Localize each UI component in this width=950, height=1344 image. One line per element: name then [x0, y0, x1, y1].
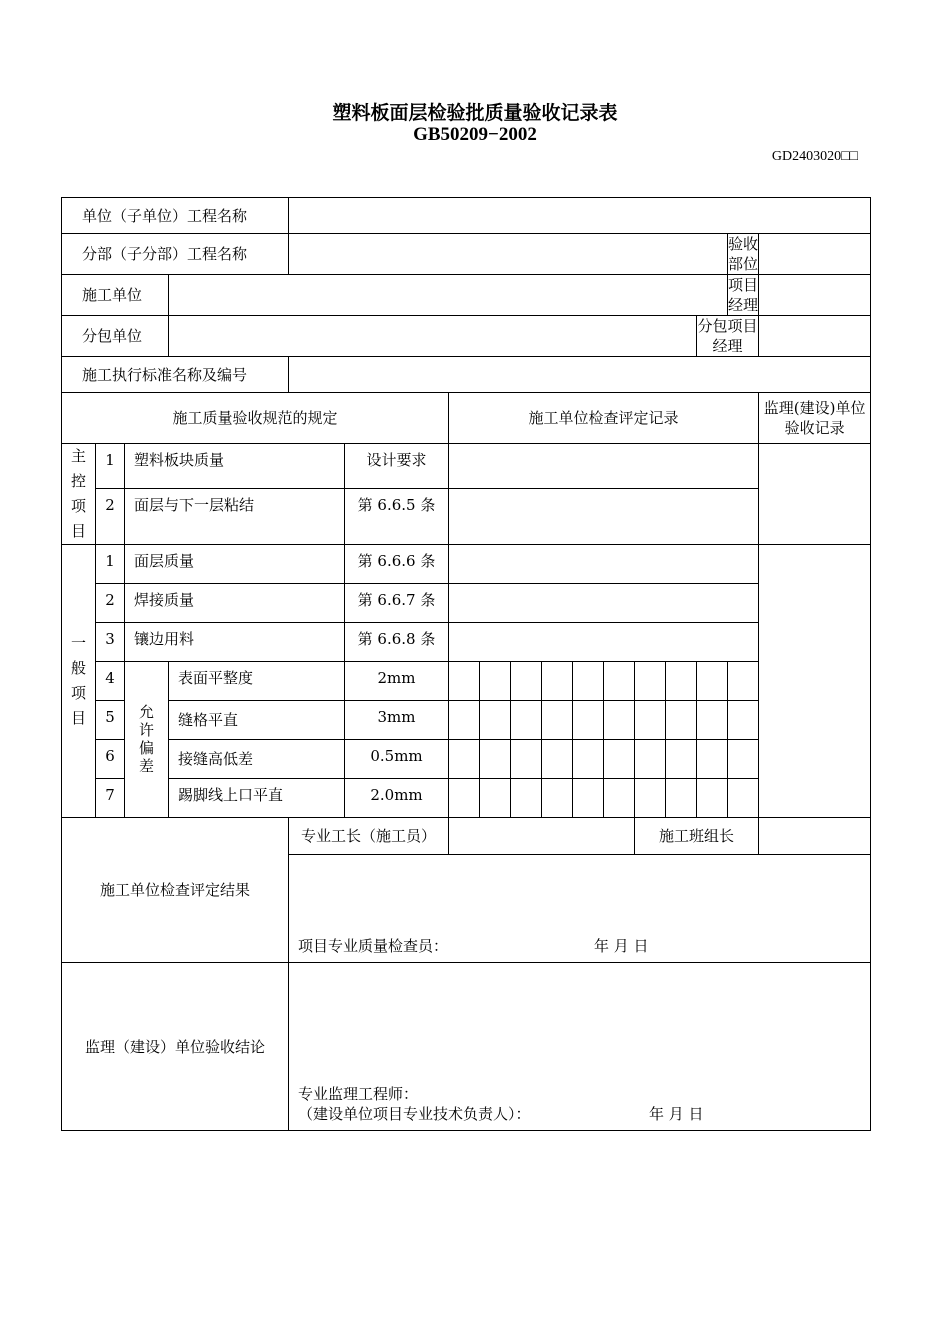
measure-cell[interactable]	[697, 779, 728, 818]
item-requirement: 2.0mm	[345, 779, 449, 818]
measure-cell[interactable]	[573, 779, 604, 818]
inspector-label: 项目专业质量检查员：	[298, 937, 449, 955]
standard-number: GB50209−2002	[413, 124, 537, 145]
item-number: 1	[96, 545, 125, 584]
measure-cell[interactable]	[573, 662, 604, 701]
measure-cell[interactable]	[604, 779, 635, 818]
measure-cell[interactable]	[697, 740, 728, 779]
item-name: 镶边用料	[125, 623, 345, 662]
supervisor-conclusion-label: 监理（建设）单位验收结论	[62, 963, 289, 1131]
foreman-field[interactable]	[449, 818, 635, 855]
item-name: 接缝高低差	[169, 740, 345, 779]
sub-project-field[interactable]	[289, 234, 728, 275]
sub-project-label: 分部（子分部）工程名称	[62, 234, 289, 275]
contractor-result-label: 施工单位检查评定结果	[62, 818, 289, 963]
measure-cell[interactable]	[666, 662, 697, 701]
general-items-label: 一 般 项 目	[62, 545, 96, 818]
measure-cell[interactable]	[635, 779, 666, 818]
item-record-field[interactable]	[449, 584, 759, 623]
item-name: 面层质量	[125, 545, 345, 584]
main-items-supervisor-field[interactable]	[759, 444, 871, 545]
team-leader-label: 施工班组长	[635, 818, 759, 855]
item-name: 缝格平直	[169, 701, 345, 740]
measure-cell[interactable]	[542, 779, 573, 818]
measure-cell[interactable]	[480, 740, 511, 779]
owner-label: （建设单位项目专业技术负责人）：	[298, 1105, 531, 1123]
foreman-label: 专业工长（施工员）	[289, 818, 449, 855]
measure-cell[interactable]	[697, 701, 728, 740]
item-number: 4	[96, 662, 125, 701]
contractor-result-signature[interactable]	[289, 855, 871, 963]
item-name: 焊接质量	[125, 584, 345, 623]
item-number: 7	[96, 779, 125, 818]
contractor-label: 施工单位	[62, 275, 169, 316]
inspection-part-field[interactable]	[759, 234, 871, 275]
inspection-part-label: 验收部位	[728, 235, 759, 273]
item-name: 踢脚线上口平直	[169, 779, 345, 818]
standard-label: 施工执行标准名称及编号	[62, 357, 289, 393]
item-name: 表面平整度	[169, 662, 345, 701]
measure-cell[interactable]	[511, 740, 542, 779]
project-manager-field[interactable]	[759, 275, 871, 316]
measure-cell[interactable]	[728, 662, 759, 701]
item-number: 1	[96, 444, 125, 489]
tolerance-label: 允 许 偏 差	[125, 662, 169, 818]
project-manager-label: 项目经理	[728, 276, 759, 314]
contractor-record-column-header: 施工单位检查评定记录	[449, 393, 759, 444]
unit-project-label: 单位（子单位）工程名称	[62, 198, 289, 234]
measure-cell[interactable]	[635, 740, 666, 779]
team-leader-field[interactable]	[759, 818, 871, 855]
form-title: 塑料板面层检验批质量验收记录表	[332, 102, 618, 124]
item-record-field[interactable]	[449, 623, 759, 662]
measure-cell[interactable]	[480, 779, 511, 818]
measure-cell[interactable]	[480, 662, 511, 701]
item-number: 6	[96, 740, 125, 779]
sub-project-manager-field[interactable]	[759, 316, 871, 357]
date-label: 年 月 日	[594, 937, 649, 955]
measure-cell[interactable]	[449, 740, 480, 779]
measure-cell[interactable]	[666, 740, 697, 779]
measure-cell[interactable]	[697, 662, 728, 701]
item-number: 3	[96, 623, 125, 662]
item-name: 塑料板块质量	[125, 444, 345, 489]
item-requirement: 设计要求	[345, 444, 449, 489]
item-name: 面层与下一层粘结	[125, 489, 345, 545]
measure-cell[interactable]	[449, 701, 480, 740]
measure-cell[interactable]	[635, 701, 666, 740]
item-requirement: 3mm	[345, 701, 449, 740]
measure-cell[interactable]	[573, 740, 604, 779]
measure-cell[interactable]	[511, 662, 542, 701]
item-requirement: 2mm	[345, 662, 449, 701]
measure-cell[interactable]	[542, 740, 573, 779]
item-requirement: 第 6.6.5 条	[345, 489, 449, 545]
general-items-supervisor-field[interactable]	[759, 545, 871, 818]
measure-cell[interactable]	[573, 701, 604, 740]
subcontractor-field[interactable]	[169, 316, 697, 357]
engineer-label: 专业监理工程师：	[298, 1085, 419, 1103]
measure-cell[interactable]	[449, 779, 480, 818]
supervisor-record-column-header: 监理(建设)单位验收记录	[759, 393, 871, 444]
item-number: 5	[96, 701, 125, 740]
measure-cell[interactable]	[542, 701, 573, 740]
item-record-field[interactable]	[449, 444, 759, 489]
measure-cell[interactable]	[542, 662, 573, 701]
contractor-field[interactable]	[169, 275, 728, 316]
item-number: 2	[96, 489, 125, 545]
inspection-record-table	[61, 197, 871, 1131]
item-requirement: 第 6.6.8 条	[345, 623, 449, 662]
measure-cell[interactable]	[511, 779, 542, 818]
item-requirement: 0.5mm	[345, 740, 449, 779]
sub-project-manager-label: 分包项目经理	[697, 317, 758, 355]
measure-cell[interactable]	[480, 701, 511, 740]
measure-cell[interactable]	[604, 701, 635, 740]
standard-field[interactable]	[289, 357, 871, 393]
spec-column-header: 施工质量验收规范的规定	[62, 393, 449, 444]
item-number: 2	[96, 584, 125, 623]
date-label: 年 月 日	[649, 1105, 704, 1123]
measure-cell[interactable]	[635, 662, 666, 701]
measure-cell[interactable]	[511, 701, 542, 740]
measure-cell[interactable]	[728, 740, 759, 779]
subcontractor-label: 分包单位	[62, 316, 169, 357]
item-requirement: 第 6.6.6 条	[345, 545, 449, 584]
form-code: GD2403020□□	[771, 149, 858, 164]
item-record-field[interactable]	[449, 545, 759, 584]
measure-cell[interactable]	[666, 779, 697, 818]
item-requirement: 第 6.6.7 条	[345, 584, 449, 623]
supervisor-conclusion-signature[interactable]	[289, 963, 871, 1131]
measure-cell[interactable]	[666, 701, 697, 740]
measure-cell[interactable]	[449, 662, 480, 701]
measure-cell[interactable]	[604, 740, 635, 779]
unit-project-field[interactable]	[289, 198, 871, 234]
measure-cell[interactable]	[728, 701, 759, 740]
item-record-field[interactable]	[449, 489, 759, 545]
main-items-label: 主 控 项 目	[62, 444, 96, 545]
measure-cell[interactable]	[728, 779, 759, 818]
measure-cell[interactable]	[604, 662, 635, 701]
